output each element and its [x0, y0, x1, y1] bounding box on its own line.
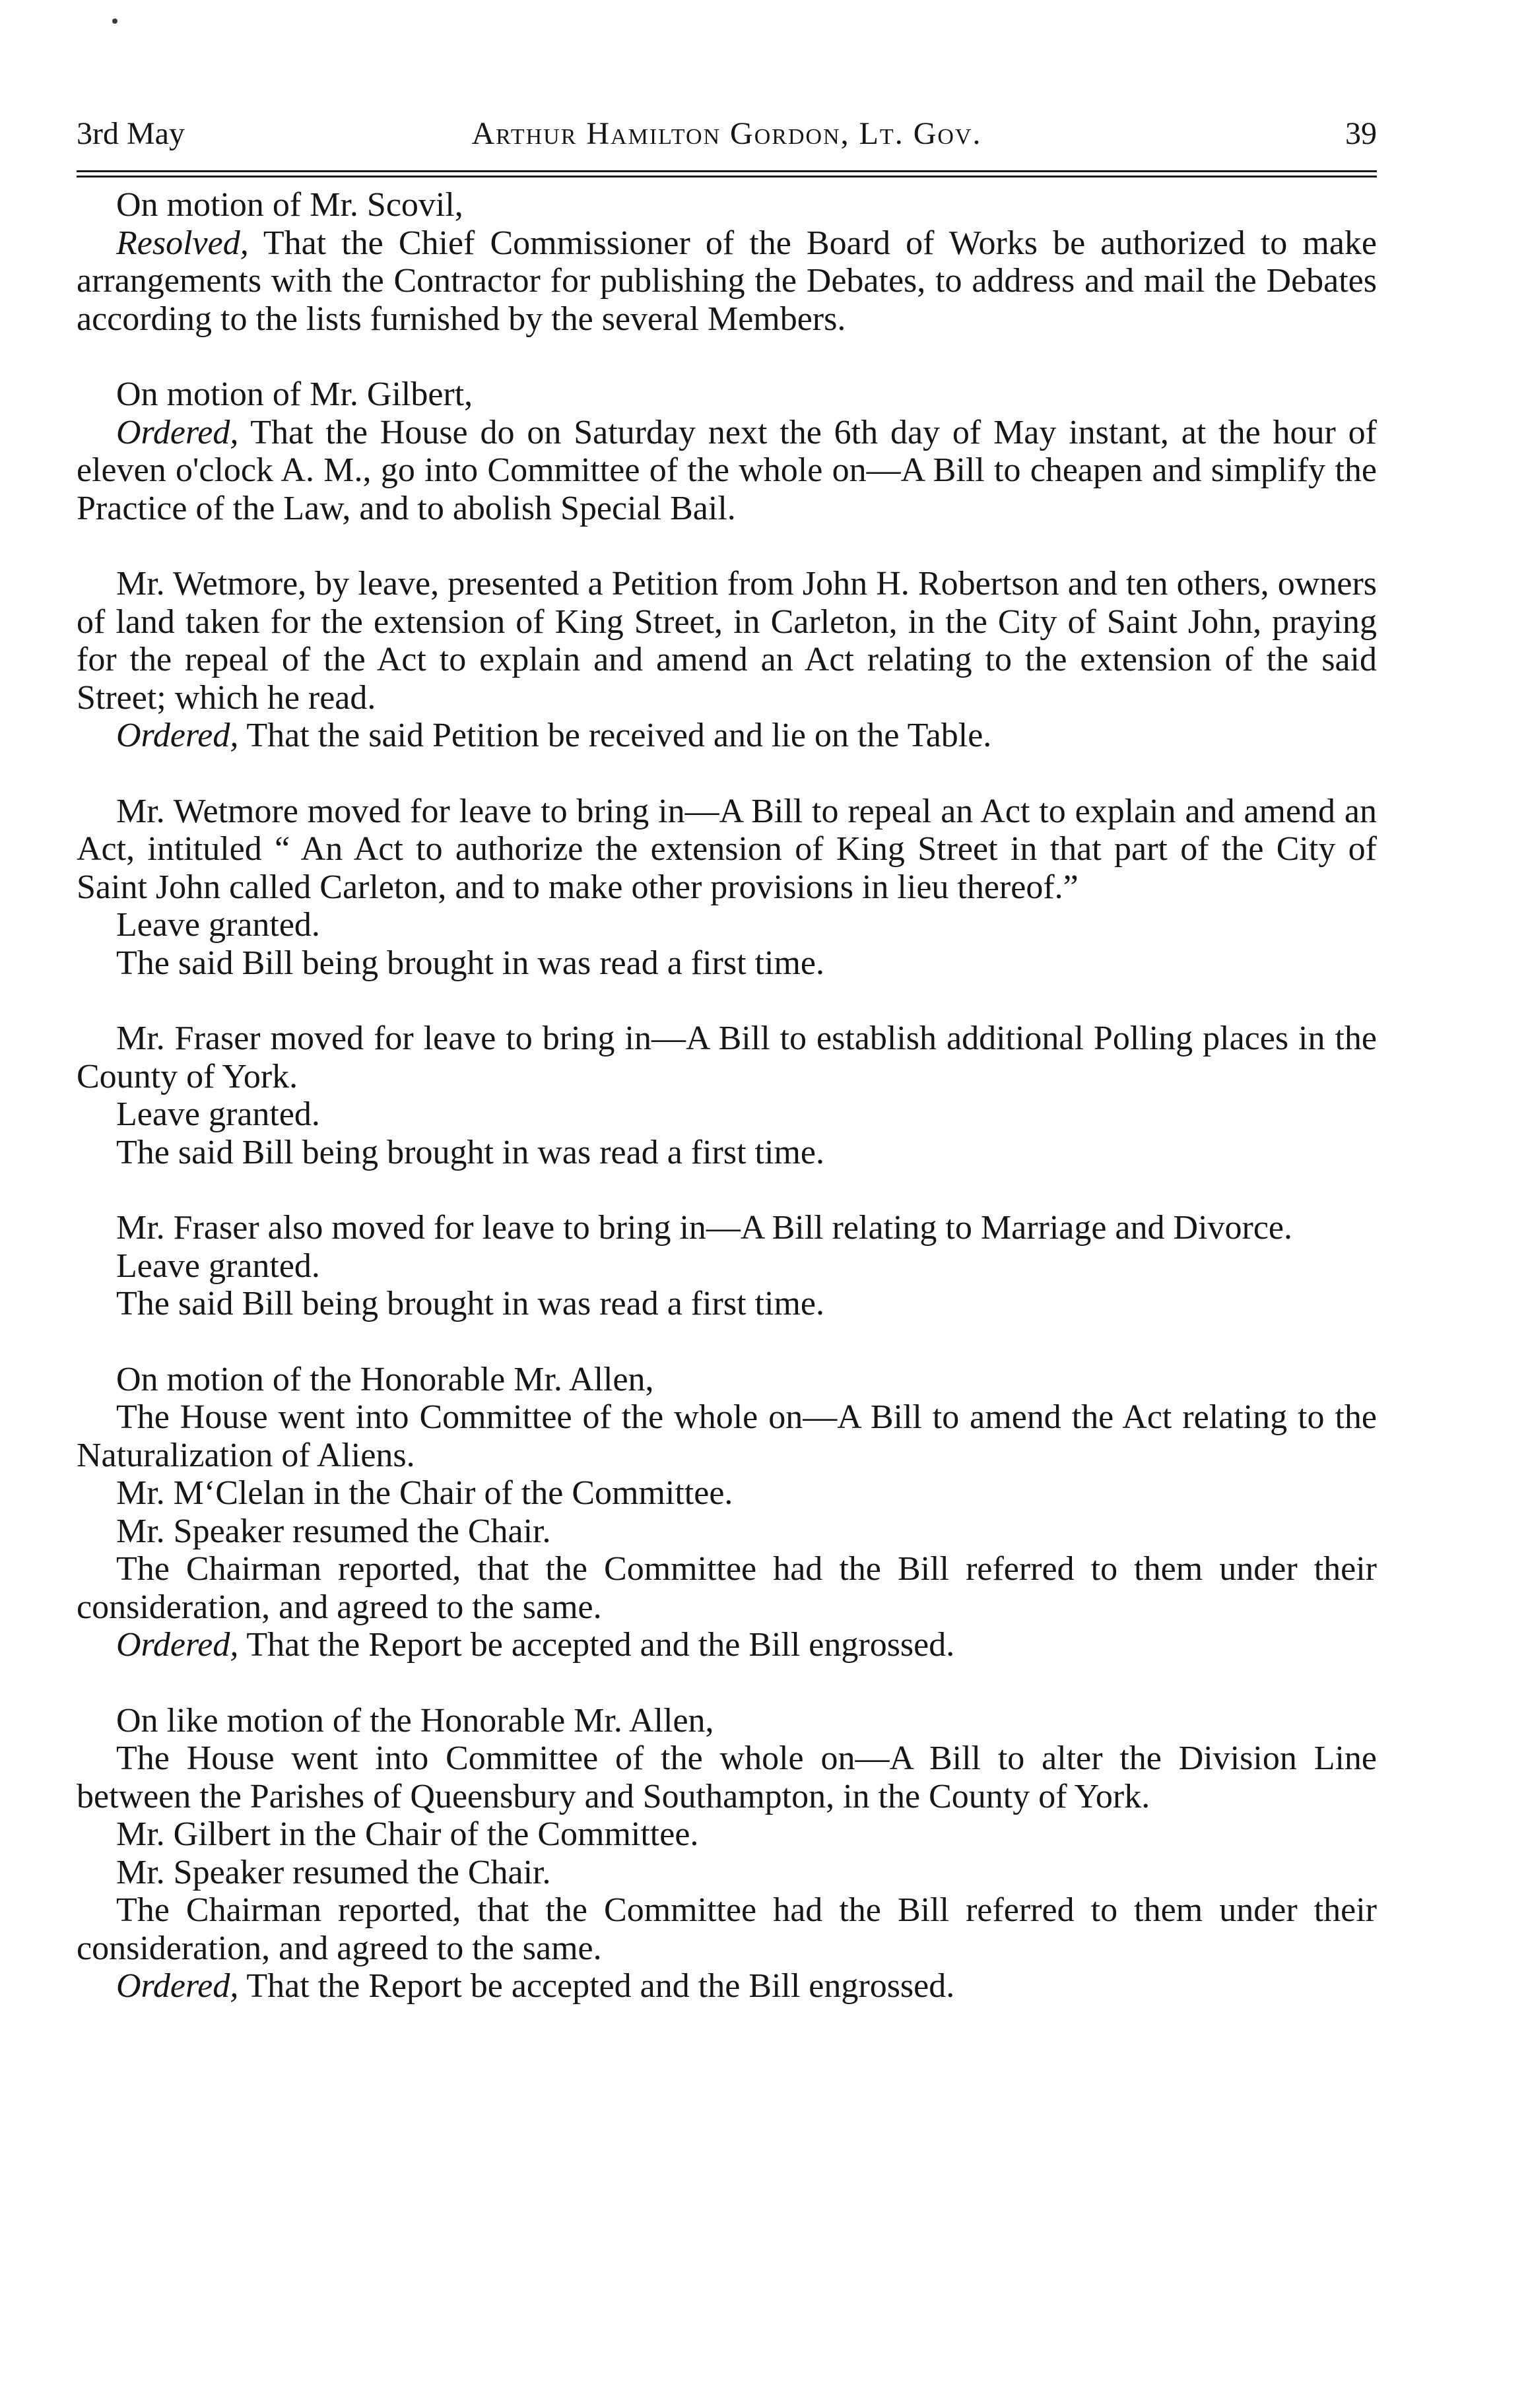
entry-text: On motion of the Honorable Mr. Allen, — [116, 1360, 654, 1398]
entry-paragraph — [77, 186, 1377, 224]
journal-entry — [77, 375, 1377, 527]
entry-paragraph — [77, 1361, 1377, 1399]
entry-lead-word: Ordered, — [116, 1967, 239, 2005]
header-rule-bottom — [77, 176, 1377, 178]
entry-paragraph — [77, 1854, 1377, 1892]
entry-paragraph — [77, 1967, 1377, 2005]
journal-entry — [77, 186, 1377, 338]
journal-entry — [77, 565, 1377, 755]
entry-text: On motion of Mr. Scovil, — [116, 186, 463, 224]
entry-paragraph — [77, 1550, 1377, 1626]
entry-text: That the Chief Commissioner of the Board of Works be authorized to make arrangements with the Contractor for publishing the Debates, to address and mail the Debates according to the lists furnished by the several Members. — [77, 224, 1377, 338]
entry-paragraph — [77, 1209, 1377, 1247]
entry-text: The Chairman reported, that the Committee had the Bill referred to them under their consideration, and agreed to the same. — [77, 1550, 1377, 1626]
header-rule-top — [77, 170, 1377, 172]
entry-text: Mr. Wetmore, by leave, presented a Petition from John H. Robertson and ten others, owners of land taken for the extension of King Street, in Carleton, in the City of Saint John, praying for the repeal of the Act to explain and amend an Act relating to the extension of the said Street; which he read. — [77, 565, 1377, 717]
entry-paragraph — [77, 906, 1377, 944]
entry-paragraph — [77, 1891, 1377, 1967]
entry-text: Mr. Wetmore moved for leave to bring in—A Bill to repeal an Act to explain and amend an Act, intituled “ An Act to authorize the extension of King Street in that part of the City of Saint John called Carleton, and to make other provisions in lieu thereof.” — [77, 792, 1377, 906]
journal-entry — [77, 1020, 1377, 1171]
entry-paragraph — [77, 717, 1377, 755]
entry-paragraph — [77, 1474, 1377, 1513]
running-header — [77, 111, 1377, 157]
entry-text: Leave granted. — [116, 906, 320, 944]
entry-text: Leave granted. — [116, 1095, 320, 1133]
entry-text: That the said Petition be received and lie on the Table. — [238, 717, 992, 754]
entry-text: The said Bill being brought in was read a first time. — [116, 1133, 824, 1171]
entry-text: Mr. M‘Clelan in the Chair of the Committee. — [116, 1474, 733, 1512]
header-date: 3rd May — [77, 116, 185, 151]
entry-paragraph — [77, 1702, 1377, 1740]
entry-paragraph — [77, 375, 1377, 414]
entry-text: On like motion of the Honorable Mr. Allen, — [116, 1701, 714, 1740]
entry-paragraph — [77, 414, 1377, 528]
entry-paragraph — [77, 565, 1377, 717]
entry-text: The Chairman reported, that the Committee had the Bill referred to them under their consideration, and agreed to the same. — [77, 1891, 1377, 1967]
entry-paragraph — [77, 1513, 1377, 1551]
entry-lead-word: Ordered, — [116, 413, 239, 451]
header-title: Arthur Hamilton Gordon, Lt. Gov. — [471, 116, 982, 151]
entry-text: Mr. Fraser also moved for leave to bring in—A Bill relating to Marriage and Divorce. — [116, 1209, 1292, 1247]
page-number: 39 — [1345, 116, 1377, 151]
journal-entry — [77, 1209, 1377, 1323]
entry-text: Mr. Fraser moved for leave to bring in—A Bill to establish additional Polling places in the County of York. — [77, 1020, 1377, 1095]
entry-paragraph — [77, 1740, 1377, 1815]
entry-paragraph — [77, 1626, 1377, 1664]
entry-text: That the Report be accepted and the Bill engrossed. — [238, 1967, 955, 2005]
entry-paragraph — [77, 1095, 1377, 1134]
entry-text: The said Bill being brought in was read a first time. — [116, 944, 824, 982]
entry-paragraph — [77, 1398, 1377, 1474]
entry-lead-word: Resolved, — [116, 224, 249, 262]
entry-text: On motion of Mr. Gilbert, — [116, 375, 473, 413]
journal-body — [77, 186, 1377, 2043]
entry-text: Mr. Gilbert in the Chair of the Committee. — [116, 1815, 699, 1853]
print-speck — [112, 18, 117, 24]
entry-paragraph — [77, 793, 1377, 907]
entry-lead-word: Ordered, — [116, 1626, 239, 1664]
entry-text: The House went into Committee of the whole on—A Bill to amend the Act relating to the Naturalization of Aliens. — [77, 1398, 1377, 1474]
journal-entry — [77, 793, 1377, 983]
journal-entry — [77, 1702, 1377, 2005]
entry-text: The said Bill being brought in was read a first time. — [116, 1285, 824, 1322]
entry-paragraph — [77, 1815, 1377, 1854]
entry-paragraph — [77, 1134, 1377, 1172]
entry-text: Mr. Speaker resumed the Chair. — [116, 1512, 551, 1550]
entry-paragraph — [77, 944, 1377, 983]
entry-text: The House went into Committee of the whole on—A Bill to alter the Division Line between the Parishes of Queensbury and Southampton, in the County of York. — [77, 1740, 1377, 1815]
entry-text: Mr. Speaker resumed the Chair. — [116, 1853, 551, 1891]
entry-text: That the House do on Saturday next the 6th day of May instant, at the hour of eleven o'clock A. M., go into Committee of the whole on—A Bill to cheapen and simplify the Practice of the Law, and to abolish Special Bail. — [77, 413, 1377, 527]
entry-paragraph — [77, 1247, 1377, 1285]
entry-paragraph — [77, 1285, 1377, 1323]
entry-lead-word: Ordered, — [116, 717, 239, 754]
journal-entry — [77, 1361, 1377, 1664]
entry-paragraph — [77, 1020, 1377, 1095]
entry-text: That the Report be accepted and the Bill engrossed. — [238, 1626, 955, 1664]
entry-paragraph — [77, 224, 1377, 339]
entry-text: Leave granted. — [116, 1247, 320, 1285]
